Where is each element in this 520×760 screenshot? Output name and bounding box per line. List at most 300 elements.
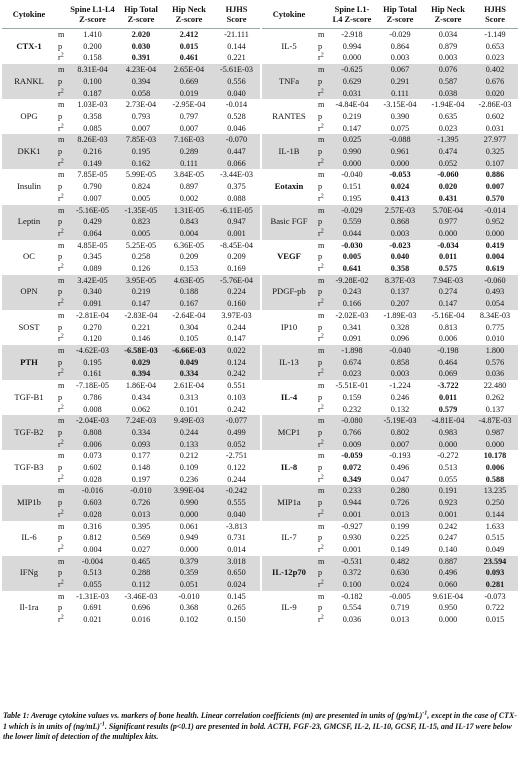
header-spine: Spine L1-L4 Z-score <box>328 2 376 29</box>
value-cell: 7.94E-03 <box>424 275 472 287</box>
value-cell: 0.166 <box>328 298 376 310</box>
value-cell: 0.994 <box>342 41 362 51</box>
value-cell: 0.031 <box>485 123 505 133</box>
value-cell: -0.077 <box>213 415 260 427</box>
value-cell: 0.802 <box>376 427 424 439</box>
value-cell: 4.23E-04 <box>117 64 165 76</box>
value-cell: 0.570 <box>485 193 505 203</box>
table-row <box>262 29 518 41</box>
value-cell: -0.016 <box>68 485 117 497</box>
value-cell: 5.25E-05 <box>125 240 157 250</box>
value-cell: -0.040 <box>376 345 424 357</box>
value-cell: -6.66E-03 <box>165 345 213 357</box>
value-cell: 0.225 <box>390 533 410 543</box>
value-cell: 0.887 <box>424 556 472 568</box>
value-cell: 3.018 <box>213 556 260 568</box>
value-cell: -0.060 <box>437 170 459 180</box>
value-cell: 0.726 <box>376 497 424 509</box>
value-cell: -0.010 <box>178 591 200 601</box>
value-cell: -5.61E-03 <box>213 64 260 76</box>
stat-label: m <box>58 310 65 320</box>
value-cell: -5.19E-03 <box>376 415 424 427</box>
stat-label: $r^2$ <box>318 614 324 625</box>
value-cell: 0.100 <box>68 76 117 88</box>
table-row <box>2 240 260 252</box>
cytokine-name: MCP1 <box>262 415 316 450</box>
value-cell: 0.120 <box>83 334 102 344</box>
value-cell: 0.434 <box>131 392 151 402</box>
value-cell: 0.055 <box>438 474 458 484</box>
value-cell: 0.100 <box>328 579 376 591</box>
value-cell: -7.18E-05 <box>76 381 109 391</box>
stat-label: $r^2$ <box>318 263 324 274</box>
value-cell: 0.103 <box>227 392 246 402</box>
value-cell: -4.81E-04 <box>424 415 472 427</box>
value-cell: 0.137 <box>376 286 424 298</box>
value-cell: 0.588 <box>485 474 505 484</box>
value-cell: 0.216 <box>68 146 117 158</box>
value-cell: 0.413 <box>390 193 410 203</box>
value-cell: 0.461 <box>179 53 199 63</box>
cytokine-name: PTH <box>2 345 56 380</box>
cytokine-name: MIP1a <box>262 485 316 520</box>
header-row <box>262 2 518 29</box>
stat-label: p <box>56 146 68 158</box>
value-cell: 0.066 <box>213 158 260 170</box>
cytokine-name: IL-12p70 <box>262 556 316 591</box>
value-cell: 0.132 <box>390 404 410 414</box>
value-cell: 0.040 <box>390 252 410 262</box>
value-cell: 10.178 <box>483 451 507 461</box>
table-row <box>262 450 518 462</box>
stat-label: m <box>316 275 328 287</box>
value-cell: 5.99E-05 <box>125 170 157 180</box>
value-cell: 0.944 <box>328 497 376 509</box>
value-cell: 0.515 <box>485 533 505 543</box>
value-cell: -2.95E-04 <box>172 100 206 110</box>
value-cell: 0.000 <box>424 228 472 240</box>
value-cell: -0.004 <box>68 556 117 568</box>
value-cell: 3.95E-05 <box>117 275 165 287</box>
stat-label: $r^2$ <box>56 158 68 170</box>
stat-label: $r^2$ <box>316 158 328 170</box>
value-cell: -6.58E-03 <box>117 345 165 357</box>
stat-label: m <box>318 240 325 250</box>
value-cell: 0.949 <box>179 533 199 543</box>
value-cell: 0.629 <box>328 76 376 88</box>
stat-label: m <box>58 381 65 391</box>
stat-label: m <box>316 345 328 357</box>
value-cell: 0.013 <box>390 615 410 625</box>
value-cell: 0.036 <box>472 368 518 380</box>
value-cell: 0.262 <box>485 392 505 402</box>
value-cell: 0.016 <box>131 615 151 625</box>
value-cell: 0.091 <box>342 334 362 344</box>
stat-label: $r^2$ <box>58 263 64 274</box>
value-cell: 0.004 <box>165 228 213 240</box>
value-cell: 0.602 <box>485 111 505 121</box>
value-cell: 0.177 <box>131 451 151 461</box>
cytokine-name: IL-9 <box>281 602 297 613</box>
value-cell: 0.062 <box>131 404 151 414</box>
value-cell: -2.83E-04 <box>124 310 158 320</box>
value-cell: 0.124 <box>213 357 260 369</box>
value-cell: 0.013 <box>117 509 165 521</box>
value-cell: 0.001 <box>213 228 260 240</box>
value-cell: 0.060 <box>424 579 472 591</box>
cytokine-name: Il-1ra <box>19 602 39 613</box>
value-cell: 0.864 <box>390 41 410 51</box>
value-cell: 0.233 <box>328 485 376 497</box>
stat-label: $r^2$ <box>56 579 68 591</box>
value-cell: 0.133 <box>165 439 213 451</box>
value-cell: 0.886 <box>485 170 505 180</box>
value-cell: 0.021 <box>83 615 102 625</box>
value-cell: 0.160 <box>213 298 260 310</box>
stat-label: p <box>58 41 63 51</box>
stat-label: m <box>58 521 65 531</box>
stat-label: $r^2$ <box>316 298 328 310</box>
value-cell: 0.676 <box>472 76 518 88</box>
value-cell: 0.419 <box>485 240 505 250</box>
value-cell: 3.84E-05 <box>173 170 205 180</box>
stat-label: m <box>56 485 68 497</box>
header-hip-total: Hip Total Z-score <box>117 2 165 29</box>
stat-label: $r^2$ <box>58 614 64 625</box>
value-cell: 0.270 <box>83 322 102 332</box>
value-cell: -1.149 <box>484 30 506 39</box>
value-cell: 0.187 <box>68 88 117 100</box>
table-row <box>262 485 518 497</box>
value-cell: 13.235 <box>472 485 518 497</box>
stat-label: $r^2$ <box>318 403 324 414</box>
value-cell: 0.151 <box>342 182 362 192</box>
value-cell: 0.726 <box>117 497 165 509</box>
value-cell: 0.149 <box>68 158 117 170</box>
value-cell: 3.42E-05 <box>68 275 117 287</box>
value-cell: 0.247 <box>438 533 458 543</box>
value-cell: 0.429 <box>68 216 117 228</box>
value-cell: 0.808 <box>68 427 117 439</box>
value-cell: -1.224 <box>389 381 411 391</box>
table-row <box>2 450 260 462</box>
value-cell: 0.199 <box>390 521 410 531</box>
value-cell: -5.16E-04 <box>431 310 465 320</box>
value-cell: 0.011 <box>439 252 457 262</box>
stat-label: m <box>318 100 325 110</box>
value-cell: 0.499 <box>213 427 260 439</box>
header-spine: Spine L1-L4 Z-score <box>68 2 117 29</box>
value-cell: 0.313 <box>179 392 199 402</box>
stat-label: m <box>318 591 325 601</box>
cytokine-name: IL-7 <box>281 532 297 543</box>
value-cell: 0.159 <box>342 392 362 402</box>
stat-label: m <box>58 100 65 110</box>
value-cell: 0.790 <box>83 182 102 192</box>
value-cell: 0.813 <box>438 322 458 332</box>
stat-label: p <box>318 41 323 51</box>
value-cell: 0.147 <box>227 334 246 344</box>
cytokine-name: SOST <box>18 321 40 332</box>
cytokine-name: IL-1B <box>262 134 316 169</box>
cytokine-name: Leptin <box>2 205 56 240</box>
value-cell: 9.49E-03 <box>165 415 213 427</box>
value-cell: 0.304 <box>179 322 199 332</box>
value-cell: 0.072 <box>342 463 362 473</box>
stat-label: p <box>58 252 63 262</box>
value-cell: 0.334 <box>165 368 213 380</box>
value-cell: 0.000 <box>424 439 472 451</box>
value-cell: -0.014 <box>472 205 518 217</box>
value-cell: 0.858 <box>376 357 424 369</box>
value-cell: 0.977 <box>424 216 472 228</box>
stat-label: p <box>58 533 63 543</box>
value-cell: 0.587 <box>424 76 472 88</box>
stat-label: m <box>318 170 325 180</box>
value-cell: 0.169 <box>227 264 246 274</box>
cytokine-name: IL-4 <box>280 391 298 402</box>
value-cell: 0.274 <box>424 286 472 298</box>
stat-label: $r^2$ <box>316 88 328 100</box>
table-row <box>262 415 518 427</box>
value-cell: 0.242 <box>213 368 260 380</box>
value-cell: 0.402 <box>472 64 518 76</box>
value-cell: 0.209 <box>179 252 199 262</box>
value-cell: 0.009 <box>328 439 376 451</box>
value-cell: 0.085 <box>83 123 102 133</box>
value-cell: 23.594 <box>472 556 518 568</box>
value-cell: 0.000 <box>438 615 458 625</box>
value-cell: 0.372 <box>328 567 376 579</box>
value-cell: 0.474 <box>424 146 472 158</box>
stat-label: m <box>56 64 68 76</box>
value-cell: 0.990 <box>328 146 376 158</box>
header-hjhs: HJHS Score <box>472 2 518 29</box>
value-cell: 0.197 <box>131 474 151 484</box>
value-cell: -9.28E-02 <box>328 275 376 287</box>
stat-label: p <box>318 182 323 192</box>
value-cell: 0.246 <box>390 392 410 402</box>
value-cell: 0.232 <box>342 404 362 414</box>
value-cell: -1.898 <box>328 345 376 357</box>
value-cell: 0.000 <box>179 544 199 554</box>
stat-label: $r^2$ <box>316 439 328 451</box>
table-row <box>2 134 260 146</box>
value-cell: 0.137 <box>485 404 505 414</box>
table-row <box>2 521 260 533</box>
value-cell: -5.16E-05 <box>68 205 117 217</box>
value-cell: 4.63E-05 <box>165 275 213 287</box>
value-cell: 0.005 <box>342 252 362 262</box>
value-cell: 0.112 <box>117 579 165 591</box>
stat-label: m <box>58 30 65 39</box>
stat-label: m <box>316 64 328 76</box>
value-cell: 0.144 <box>472 509 518 521</box>
value-cell: -4.62E-03 <box>68 345 117 357</box>
value-cell: 0.005 <box>131 193 151 203</box>
stat-label: p <box>316 146 328 158</box>
value-cell: 0.040 <box>213 509 260 521</box>
cytokine-name: OC <box>23 251 35 262</box>
value-cell: -5.76E-04 <box>213 275 260 287</box>
value-cell: 0.000 <box>342 53 362 63</box>
value-cell: 0.000 <box>328 158 376 170</box>
value-cell: 0.952 <box>472 216 518 228</box>
value-cell: -0.198 <box>424 345 472 357</box>
value-cell: 0.551 <box>227 381 246 391</box>
value-cell: 0.025 <box>328 134 376 146</box>
table-row <box>262 64 518 76</box>
stat-label: p <box>56 357 68 369</box>
cytokine-name: RANTES <box>272 110 306 121</box>
cytokine-name: DKK1 <box>2 134 56 169</box>
value-cell: 0.719 <box>390 603 410 613</box>
cytokine-name: IP10 <box>280 321 298 332</box>
value-cell: -21.111 <box>224 30 249 39</box>
header-hip-total: Hip Total Z-score <box>376 2 424 29</box>
value-cell: 0.379 <box>165 556 213 568</box>
value-cell: 0.004 <box>83 544 102 554</box>
value-cell: 0.930 <box>342 533 362 543</box>
value-cell: 0.054 <box>472 298 518 310</box>
stat-label: p <box>318 463 323 473</box>
value-cell: 0.630 <box>376 567 424 579</box>
value-cell: 0.281 <box>472 579 518 591</box>
value-cell: 0.003 <box>390 53 410 63</box>
value-cell: 0.158 <box>83 53 102 63</box>
stat-label: $r^2$ <box>58 333 64 344</box>
value-cell: 0.008 <box>83 404 102 414</box>
stat-label: $r^2$ <box>58 403 64 414</box>
value-cell: 0.722 <box>485 603 505 613</box>
table-row <box>262 521 518 533</box>
stat-label: m <box>58 170 65 180</box>
stat-label: $r^2$ <box>318 52 324 63</box>
value-cell: 0.031 <box>328 88 376 100</box>
stat-label: m <box>56 556 68 568</box>
value-cell: -0.040 <box>341 170 363 180</box>
value-cell: 0.047 <box>390 474 410 484</box>
value-cell: 0.091 <box>68 298 117 310</box>
value-cell: -0.073 <box>484 591 506 601</box>
value-cell: 0.162 <box>117 158 165 170</box>
value-cell: 0.089 <box>83 264 102 274</box>
value-cell: 0.358 <box>83 111 102 121</box>
value-cell: 0.212 <box>179 451 199 461</box>
value-cell: -0.014 <box>225 100 248 110</box>
value-cell: 0.200 <box>83 41 102 51</box>
value-cell: 0.014 <box>227 544 246 554</box>
stat-label: m <box>58 240 65 250</box>
stat-label: p <box>316 216 328 228</box>
table-row <box>262 591 518 603</box>
value-cell: 0.102 <box>179 615 199 625</box>
table-row <box>2 556 260 568</box>
value-cell: 0.345 <box>83 252 102 262</box>
value-cell: 0.513 <box>438 463 458 473</box>
value-cell: 0.122 <box>227 463 246 473</box>
value-cell: 0.897 <box>179 182 199 192</box>
value-cell: 0.150 <box>227 615 246 625</box>
table-row <box>262 556 518 568</box>
value-cell: 0.028 <box>83 474 102 484</box>
value-cell: 9.61E-04 <box>432 591 464 601</box>
value-cell: 0.496 <box>424 567 472 579</box>
value-cell: 0.000 <box>376 158 424 170</box>
value-cell: 0.010 <box>485 334 505 344</box>
value-cell: 0.051 <box>165 579 213 591</box>
value-cell: 27.977 <box>472 134 518 146</box>
value-cell: 0.207 <box>376 298 424 310</box>
value-cell: 0.236 <box>179 474 199 484</box>
stat-label: p <box>316 76 328 88</box>
value-cell: 0.145 <box>227 591 246 601</box>
stat-label: m <box>316 415 328 427</box>
value-cell: 0.148 <box>131 463 151 473</box>
value-cell: 7.85E-05 <box>77 170 108 180</box>
value-cell: 0.691 <box>83 603 102 613</box>
value-cell: -2.918 <box>341 30 363 39</box>
value-cell: 0.191 <box>424 485 472 497</box>
value-cell: 0.224 <box>213 286 260 298</box>
value-cell: -6.11E-05 <box>213 205 260 217</box>
stat-label: p <box>318 392 323 402</box>
value-cell: 0.394 <box>117 368 165 380</box>
value-cell: 0.003 <box>376 228 424 240</box>
value-cell: 0.569 <box>131 533 151 543</box>
value-cell: 0.195 <box>342 193 362 203</box>
stat-label: p <box>58 182 63 192</box>
value-cell: 0.242 <box>227 404 246 414</box>
stat-label: p <box>318 533 323 543</box>
value-cell: 1.31E-05 <box>165 205 213 217</box>
value-cell: 1.633 <box>485 521 505 531</box>
value-cell: 0.015 <box>179 41 199 51</box>
value-cell: 0.058 <box>117 88 165 100</box>
value-cell: 0.007 <box>83 193 102 203</box>
value-cell: -0.272 <box>437 451 459 461</box>
header-row <box>2 2 260 29</box>
value-cell: 0.023 <box>328 368 376 380</box>
value-cell: 0.034 <box>438 30 458 39</box>
value-cell: 0.496 <box>390 463 410 473</box>
value-cell: -3.722 <box>437 381 459 391</box>
stat-label: $r^2$ <box>58 122 64 133</box>
stat-label: p <box>56 497 68 509</box>
value-cell: 0.027 <box>131 544 151 554</box>
value-cell: -0.060 <box>472 275 518 287</box>
value-cell: 0.823 <box>117 216 165 228</box>
stat-label: m <box>58 451 65 461</box>
value-cell: 0.513 <box>68 567 117 579</box>
value-cell: 0.030 <box>131 41 151 51</box>
value-cell: -0.029 <box>328 205 376 217</box>
stat-label: p <box>318 252 323 262</box>
value-cell: 0.167 <box>165 298 213 310</box>
stat-label: m <box>58 591 65 601</box>
value-cell: 5.70E-04 <box>424 205 472 217</box>
header-hjhs: HJHS Score <box>213 2 260 29</box>
stat-label: $r^2$ <box>58 473 64 484</box>
value-cell: 0.007 <box>179 123 199 133</box>
table-row <box>262 205 518 217</box>
value-cell: 0.358 <box>390 264 410 274</box>
value-cell: 0.024 <box>376 579 424 591</box>
value-cell: 0.049 <box>485 544 505 554</box>
value-cell: -0.005 <box>389 591 411 601</box>
table-row <box>2 591 260 603</box>
stat-label: $r^2$ <box>318 544 324 554</box>
